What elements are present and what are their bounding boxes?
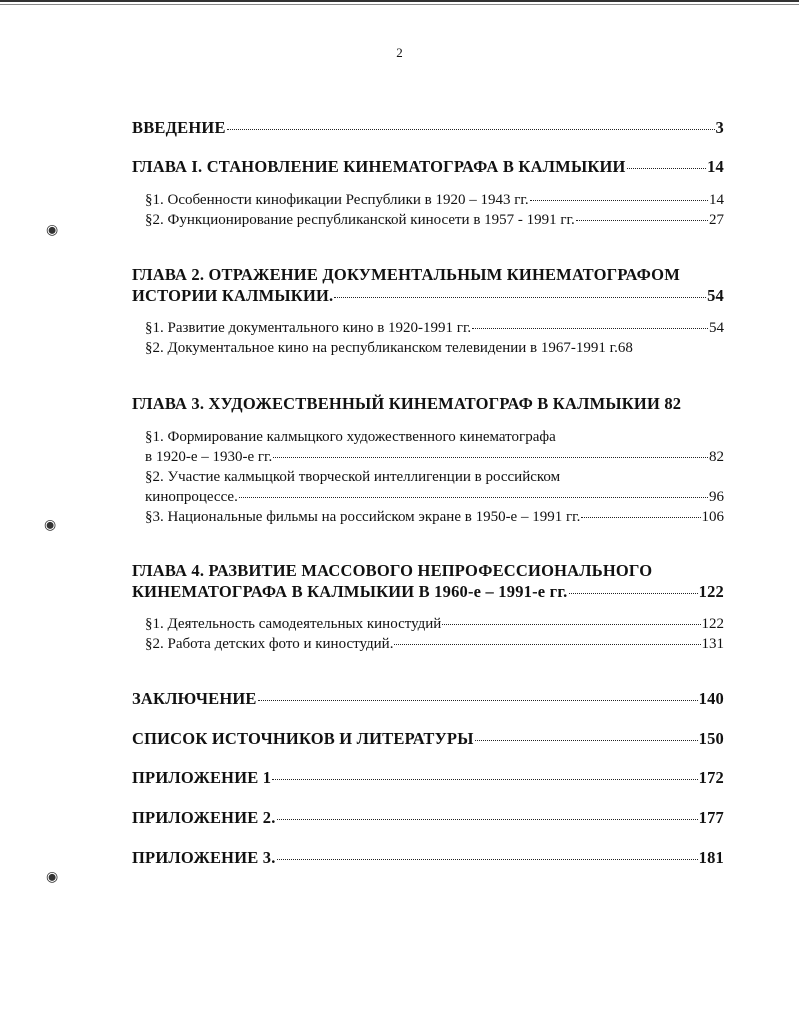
scan-top-edge-shadow [0, 4, 799, 5]
entry-page: 172 [698, 768, 724, 787]
entry-page: 14 [709, 192, 724, 208]
chapter-4-title-line1[interactable]: ГЛАВА 4. РАЗВИТИЕ МАССОВОГО НЕПРОФЕССИОНАЛЬНОГО [132, 561, 653, 580]
toc-entry-appendix-1[interactable] [132, 768, 724, 788]
toc-entry-section[interactable] [132, 636, 724, 656]
entry-title: СПИСОК ИСТОЧНИКОВ И ЛИТЕРАТУРЫ [132, 729, 474, 748]
toc-entry-chapter-2[interactable] [132, 286, 724, 306]
section-line1[interactable]: §1. Формирование калмыцкого художественного кинематографа [145, 429, 556, 445]
entry-title: ГЛАВА 3. ХУДОЖЕСТВЕННЫЙ КИНЕМАТОГРАФ В КАЛМЫКИИ [132, 394, 660, 413]
punch-hole-mark: ◉ [46, 870, 59, 885]
entry-page: 122 [701, 616, 724, 632]
dot-leader [475, 740, 698, 741]
toc-entry-section[interactable] [132, 192, 724, 212]
dot-leader [576, 220, 708, 221]
punch-hole-mark: ◉ [46, 223, 59, 238]
entry-page: 106 [701, 509, 724, 525]
dot-leader [442, 624, 700, 625]
page-number: 2 [396, 45, 403, 60]
entry-page: 82 [664, 394, 682, 413]
dot-leader [394, 644, 700, 645]
toc-entry-chapter-1[interactable] [132, 157, 724, 177]
dot-leader [569, 593, 698, 594]
entry-title: ПРИЛОЖЕНИЕ 2. [132, 808, 276, 827]
dot-leader [272, 779, 697, 780]
entry-page: 3 [715, 118, 724, 137]
dot-leader [627, 168, 707, 169]
dot-leader [334, 297, 706, 298]
dot-leader [581, 517, 700, 518]
toc-entry-section[interactable] [132, 616, 724, 636]
toc-entry-chapter-3[interactable] [132, 394, 724, 414]
dot-leader [258, 700, 698, 701]
scan-top-edge [0, 0, 799, 2]
entry-title: ПРИЛОЖЕНИЕ 1 [132, 768, 272, 787]
toc-entry-section[interactable] [132, 509, 724, 529]
entry-page: 150 [698, 729, 724, 748]
entry-title: §3. Национальные фильмы на российском экране в 1950-е – 1991 гг. [145, 509, 581, 525]
entry-page: 96 [709, 489, 724, 505]
dot-leader [277, 819, 698, 820]
entry-title: ИСТОРИИ КАЛМЫКИИ. [132, 286, 334, 305]
entry-title: КИНЕМАТОГРАФА В КАЛМЫКИИ В 1960-е – 1991-е гг. [132, 582, 568, 601]
dot-leader [277, 859, 698, 860]
toc-entry-intro[interactable] [132, 118, 724, 138]
entry-page: 54 [709, 320, 724, 336]
entry-title: ГЛАВА I. СТАНОВЛЕНИЕ КИНЕМАТОГРАФА В КАЛМЫКИИ [132, 157, 626, 176]
entry-title: §1. Особенности кинофикации Республики в 1920 – 1943 гг. [145, 192, 529, 208]
toc-entry-appendix-3[interactable] [132, 848, 724, 868]
toc-entry-section[interactable] [132, 212, 724, 232]
dot-leader [239, 497, 708, 498]
entry-title: ЗАКЛЮЧЕНИЕ [132, 689, 257, 708]
entry-title: кинопроцессе. [145, 489, 238, 505]
toc-entry-section[interactable] [132, 320, 724, 340]
entry-title: в 1920-е – 1930-е гг. [145, 449, 273, 465]
entry-page: 181 [698, 848, 724, 867]
toc-entry-appendix-2[interactable] [132, 808, 724, 828]
entry-page: 82 [709, 449, 724, 465]
entry-page: 131 [701, 636, 724, 652]
entry-title: §1. Развитие документального кино в 1920-1991 гг. [145, 320, 472, 336]
chapter-2-title-line1[interactable]: ГЛАВА 2. ОТРАЖЕНИЕ ДОКУМЕНТАЛЬНЫМ КИНЕМАТОГРАФОМ [132, 265, 680, 284]
entry-page: 54 [707, 286, 724, 305]
toc-entry-section[interactable] [132, 449, 724, 469]
dot-leader [472, 328, 708, 329]
entry-page: 177 [698, 808, 724, 827]
entry-title: ВВЕДЕНИЕ [132, 118, 226, 137]
toc-entry-chapter-4[interactable] [132, 582, 724, 602]
toc-entry-section[interactable] [132, 489, 724, 509]
entry-page: 14 [707, 157, 724, 176]
entry-title: §2. Работа детских фото и киностудий. [145, 636, 394, 652]
entry-page: 122 [698, 582, 724, 601]
dot-leader [530, 200, 708, 201]
dot-leader [273, 457, 708, 458]
entry-title: §2. Функционирование республиканской киносети в 1957 - 1991 гг. [145, 212, 575, 228]
entry-title: ПРИЛОЖЕНИЕ 3. [132, 848, 276, 867]
dot-leader [227, 129, 715, 130]
entry-title: §1. Деятельность самодеятельных киностудий [145, 616, 442, 632]
punch-hole-mark: ◉ [44, 518, 57, 533]
entry-page: 140 [698, 689, 724, 708]
toc-entry-sources[interactable] [132, 729, 724, 749]
section-line1[interactable]: §2. Участие калмыцкой творческой интеллигенции в российском [145, 469, 561, 485]
toc-entry-section[interactable]: §2. Документальное кино на республиканском телевидении в 1967-1991 г.68 [145, 340, 633, 356]
entry-page: 27 [709, 212, 724, 228]
toc-entry-conclusion[interactable] [132, 689, 724, 709]
